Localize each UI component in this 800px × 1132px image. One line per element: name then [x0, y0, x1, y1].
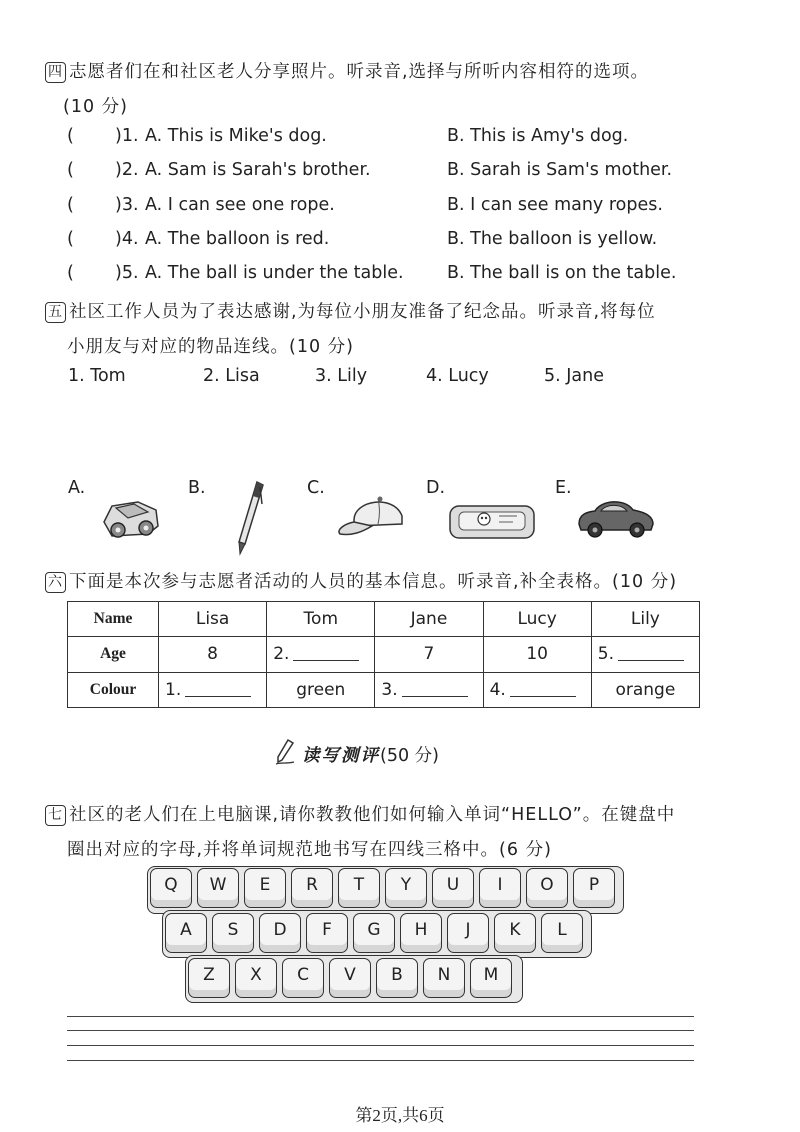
- answer-bracket[interactable]: (: [67, 263, 74, 283]
- table-cell: 8: [159, 637, 267, 672]
- item-e-letter: E.: [555, 478, 572, 498]
- key-q[interactable]: [150, 868, 192, 908]
- key-j[interactable]: [447, 913, 489, 953]
- answer-blank[interactable]: [185, 680, 251, 697]
- option-b: B. This is Amy's dog.: [447, 126, 629, 146]
- key-label: N: [437, 965, 451, 985]
- answer-blank[interactable]: [510, 680, 576, 697]
- key-e[interactable]: [244, 868, 286, 908]
- question-number: )1.: [115, 126, 139, 146]
- option-b: B. I can see many ropes.: [447, 195, 663, 215]
- key-label: L: [557, 920, 567, 940]
- key-label: I: [497, 875, 503, 895]
- answer-blank[interactable]: [618, 644, 684, 661]
- question-number: )2.: [115, 160, 139, 180]
- answer-blank[interactable]: [293, 644, 359, 661]
- option-a: A. The balloon is red.: [145, 229, 330, 249]
- answer-bracket[interactable]: (: [67, 126, 74, 146]
- key-l[interactable]: [541, 913, 583, 953]
- table-cell-blank[interactable]: [483, 672, 591, 707]
- section-5-title: [45, 298, 656, 323]
- key-i[interactable]: [479, 868, 521, 908]
- writing-line-4: [67, 1060, 694, 1061]
- key-label: P: [588, 875, 600, 895]
- key-label: R: [306, 875, 318, 895]
- blank-number: 3.: [381, 679, 398, 700]
- table-cell: Lucy: [483, 602, 591, 637]
- pencil-box-icon: [447, 500, 537, 542]
- question-number: )3.: [115, 195, 139, 215]
- kid-name-lily: 3. Lily: [315, 366, 368, 386]
- blank-number: 4.: [489, 679, 506, 700]
- key-label: K: [509, 920, 521, 940]
- key-label: Q: [164, 875, 178, 895]
- cap-icon: [332, 490, 412, 542]
- key-label: O: [540, 875, 554, 895]
- key-n[interactable]: [423, 958, 465, 998]
- table-row-age: [68, 637, 700, 672]
- key-f[interactable]: [306, 913, 348, 953]
- table-header-colour: Colour: [68, 672, 159, 707]
- key-label: X: [250, 965, 262, 985]
- key-k[interactable]: [494, 913, 536, 953]
- question-number: )4.: [115, 229, 139, 249]
- section-5-instruction-line1: 社区工作人员为了表达感谢,为每位小朋友准备了纪念品。听录音,将每位: [69, 302, 656, 322]
- option-a: A. The ball is under the table.: [145, 263, 404, 283]
- table-cell-blank[interactable]: [159, 672, 267, 707]
- page-number: 第2页,共6页: [355, 1106, 445, 1125]
- section-number: 六: [45, 572, 66, 593]
- question-row: [0, 160, 800, 184]
- kid-name-jane: 5. Jane: [544, 366, 605, 386]
- key-b[interactable]: [376, 958, 418, 998]
- table-cell: 10: [483, 637, 591, 672]
- info-table: [67, 601, 700, 708]
- table-header-name: Name: [68, 602, 159, 637]
- blank-number: 2.: [273, 644, 290, 665]
- key-label: M: [483, 965, 499, 985]
- key-label: E: [259, 875, 271, 895]
- section-number: 五: [45, 302, 66, 323]
- table-row-name: [68, 602, 700, 637]
- table-cell: Lily: [591, 602, 699, 637]
- answer-bracket[interactable]: (: [67, 195, 74, 215]
- section-4-instruction: 志愿者们在和社区老人分享照片。听录音,选择与所听内容相符的选项。: [69, 62, 650, 82]
- key-g[interactable]: [353, 913, 395, 953]
- item-a-letter: A.: [68, 478, 86, 498]
- blank-number: 1.: [165, 679, 182, 700]
- key-h[interactable]: [400, 913, 442, 953]
- writing-line-2: [67, 1030, 694, 1031]
- item-b-letter: B.: [188, 478, 206, 498]
- key-label: T: [353, 875, 365, 895]
- pencil-icon: [274, 738, 296, 766]
- kid-name-tom: 1. Tom: [68, 366, 126, 386]
- item-c-letter: C.: [307, 478, 325, 498]
- key-u[interactable]: [432, 868, 474, 908]
- table-header-age: Age: [68, 637, 159, 672]
- key-x[interactable]: [235, 958, 277, 998]
- section-7-title: [45, 801, 675, 826]
- key-label: D: [273, 920, 287, 940]
- key-r[interactable]: [291, 868, 333, 908]
- writing-line-1: [67, 1016, 694, 1017]
- item-d-letter: D.: [426, 478, 446, 498]
- key-label: S: [227, 920, 239, 940]
- table-cell: Jane: [375, 602, 483, 637]
- table-cell: Tom: [267, 602, 375, 637]
- key-m[interactable]: [470, 958, 512, 998]
- key-label: A: [180, 920, 192, 940]
- reading-score: (50 分): [380, 746, 439, 766]
- key-s[interactable]: [212, 913, 254, 953]
- toy-car-icon: [98, 492, 164, 544]
- reading-title: 读写测评: [302, 746, 380, 766]
- question-number: )5.: [115, 263, 139, 283]
- key-label: U: [446, 875, 460, 895]
- key-a[interactable]: [165, 913, 207, 953]
- kid-name-lisa: 2. Lisa: [203, 366, 260, 386]
- writing-line-3: [67, 1045, 694, 1046]
- key-o[interactable]: [526, 868, 568, 908]
- section-number: 四: [45, 62, 66, 83]
- key-v[interactable]: [329, 958, 371, 998]
- table-cell-blank[interactable]: [591, 637, 699, 672]
- question-row: [0, 126, 800, 150]
- key-label: F: [322, 920, 332, 940]
- section-6-instruction: 下面是本次参与志愿者活动的人员的基本信息。听录音,补全表格。(10 分): [69, 572, 678, 592]
- question-row: [0, 195, 800, 219]
- option-a: A. I can see one rope.: [145, 195, 335, 215]
- car-icon: [575, 492, 657, 540]
- pen-icon: [233, 478, 267, 558]
- reading-section-heading: [302, 742, 439, 767]
- key-label: V: [344, 965, 356, 985]
- table-cell-blank[interactable]: [267, 637, 375, 672]
- key-label: J: [465, 920, 471, 940]
- key-z[interactable]: [188, 958, 230, 998]
- section-5-instruction-line2: 小朋友与对应的物品连线。(10 分): [67, 337, 354, 357]
- option-b: B. Sarah is Sam's mother.: [447, 160, 673, 180]
- section-7-instruction-line2: 圈出对应的字母,并将单词规范地书写在四线三格中。(6 分): [67, 840, 552, 860]
- table-cell: orange: [591, 672, 699, 707]
- option-a: A. Sam is Sarah's brother.: [145, 160, 371, 180]
- blank-number: 5.: [597, 644, 614, 665]
- key-label: Z: [203, 965, 215, 985]
- table-cell: Lisa: [159, 602, 267, 637]
- key-c[interactable]: [282, 958, 324, 998]
- section-number: 七: [45, 805, 66, 826]
- key-label: G: [367, 920, 381, 940]
- answer-bracket[interactable]: (: [67, 160, 74, 180]
- table-row-colour: [68, 672, 700, 707]
- key-label: W: [209, 875, 227, 895]
- option-a: A. This is Mike's dog.: [145, 126, 327, 146]
- key-label: B: [391, 965, 403, 985]
- section-6-title: [45, 568, 677, 593]
- option-b: B. The balloon is yellow.: [447, 229, 658, 249]
- key-w[interactable]: [197, 868, 239, 908]
- key-t[interactable]: [338, 868, 380, 908]
- table-cell: green: [267, 672, 375, 707]
- question-row: [0, 229, 800, 253]
- answer-bracket[interactable]: (: [67, 229, 74, 249]
- section-7-instruction-line1: 社区的老人们在上电脑课,请你教教他们如何输入单词“HELLO”。在键盘中: [69, 805, 676, 825]
- answer-blank[interactable]: [402, 680, 468, 697]
- key-y[interactable]: [385, 868, 427, 908]
- section-4-title: [45, 58, 649, 83]
- kid-name-lucy: 4. Lucy: [426, 366, 489, 386]
- table-cell: 7: [375, 637, 483, 672]
- option-b: B. The ball is on the table.: [447, 263, 677, 283]
- table-cell-blank[interactable]: [375, 672, 483, 707]
- key-p[interactable]: [573, 868, 615, 908]
- section-4-score: (10 分): [63, 97, 128, 117]
- question-row: [0, 263, 800, 287]
- key-label: H: [414, 920, 428, 940]
- key-label: Y: [400, 875, 412, 895]
- key-d[interactable]: [259, 913, 301, 953]
- key-label: C: [297, 965, 309, 985]
